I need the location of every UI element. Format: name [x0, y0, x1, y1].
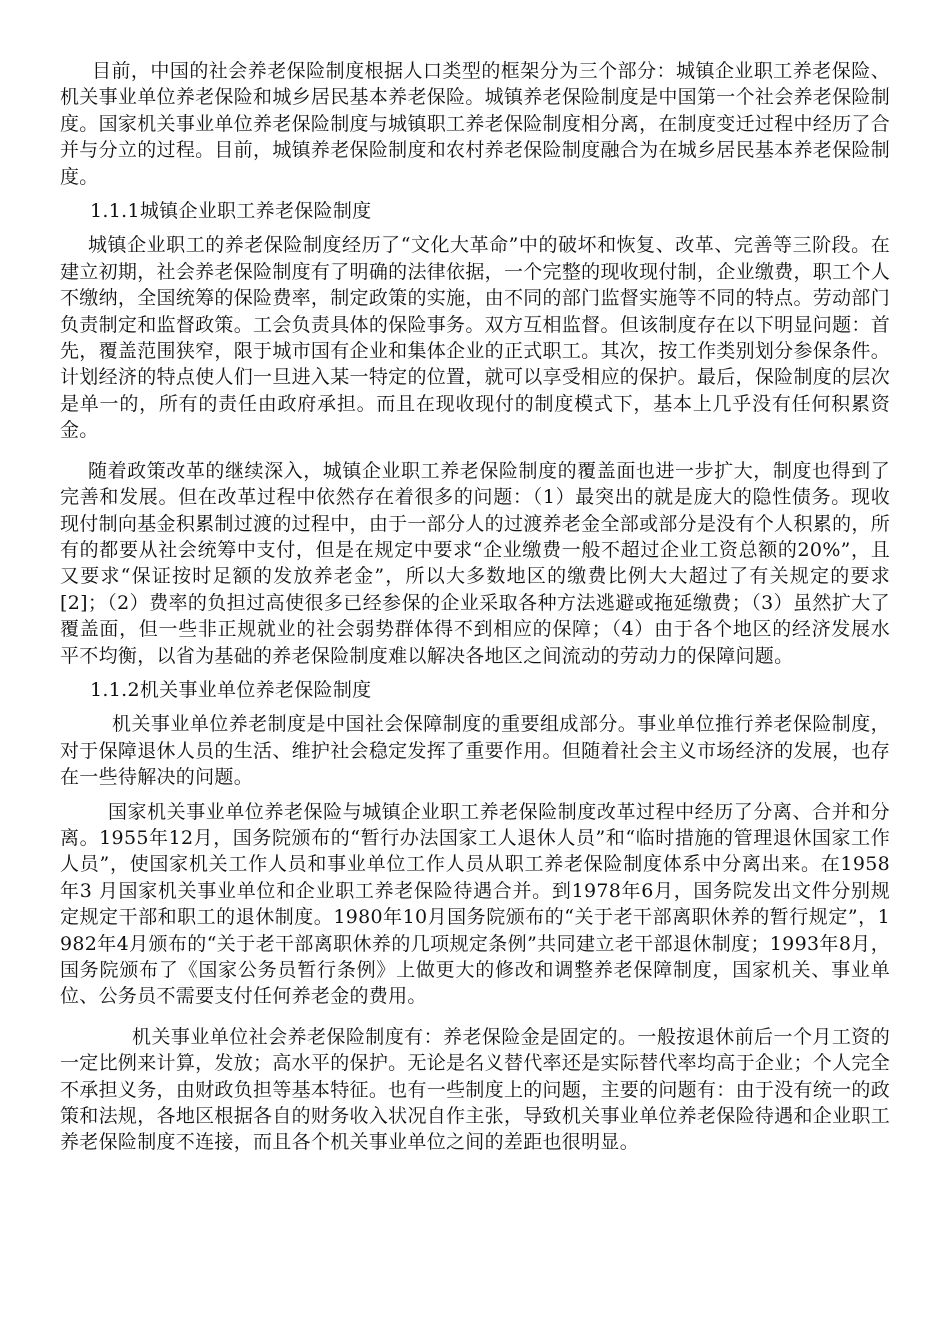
- paragraph-urban-pension-reform-issues: 随着政策改革的继续深入，城镇企业职工养老保险制度的覆盖面也进一步扩大，制度也得到了完善和发展。但在改革过程中依然存在着很多的问题：（1）最突出的就是庞大的隐性债务。现收现付制向基金积累制过渡的过程中，由于一部分人的过渡养老金全部或部分是没有个人积累的，所有的都要从社会统筹中支付，但是在规定中要求“企业缴费一般不超过企业工资总额的20%”，且又要求“保证按时足额的发放养老金”，所以大多数地区的缴费比例大大超过了有关规定的要求[2]；（2）费率的负担过高使很多已经参保的企业采取各种方法逃避或拖延缴费；（3）虽然扩大了覆盖面，但一些非正规就业的社会弱势群体得不到相应的保障；（4）由于各个地区的经济发展水平不均衡，以省为基础的养老保险制度难以解决各地区之间流动的劳动力的保障问题。: [60, 459, 890, 667]
- section-heading-1-1-1: 1.1.1城镇企业职工养老保险制度: [90, 200, 372, 223]
- paragraph-urban-pension-history: 城镇企业职工的养老保险制度经历了“文化大革命”中的破坏和恢复、改革、完善等三阶段。在建立初期，社会养老保险制度有了明确的法律依据，一个完整的现收现付制，企业缴费，职工个人不缴纳，全国统筹的保险费率，制定政策的实施，由不同的部门监督实施等不同的特点。劳动部门负责制定和监督政策。工会负责具体的保险事务。双方互相监督。但该制度存在以下明显问题：首先，覆盖范围狭窄，限于城市国有企业和集体企业的正式职工。其次，按工作类别划分参保条件。计划经济的特点使人们一旦进入某一特定的位置，就可以享受相应的保护。最后，保险制度的层次是单一的，所有的责任由政府承担。而且在现收现付的制度模式下，基本上几乎没有任何积累资金。: [60, 234, 890, 442]
- document-body: [60, 58, 890, 1156]
- section-heading-1-1-2: 1.1.2机关事业单位养老保险制度: [90, 678, 372, 701]
- paragraph-institution-pension-overview: 机关事业单位养老制度是中国社会保障制度的重要组成部分。事业单位推行养老保险制度，对于保障退休人员的生活、维护社会稳定发挥了重要作用。但随着社会主义市场经济的发展，也存在一些待解决的问题。: [60, 713, 890, 789]
- paragraph-institution-pension-history: 国家机关事业单位养老保险与城镇企业职工养老保险制度改革过程中经历了分离、合并和分离。1955年12月，国务院颁布的“暂行办法国家工人退休人员”和“临时措施的管理退休国家工作人员”，使国家机关工作人员和事业单位工作人员从职工养老保险制度体系中分离出来。在1958 年3 月国家机关事业单位和企业职工养老保险待遇合并。到1978年6月，国务院发出文件分别规定规定干部和职工的退休制度。1980年10月国务院颁布的“关于老干部离职休养的暂行规定”，1982年4月颁布的“关于老干部离职休养的几项规定条例”共同建立老干部退休制度；1993年8月，国务院颁布了《国家公务员暂行条例》上做更大的修改和调整养老保障制度，国家机关、事业单位、公务员不需要支付任何养老金的费用。: [60, 800, 890, 1008]
- paragraph-institution-pension-features: 机关事业单位社会养老保险制度有：养老保险金是固定的。一般按退休前后一个月工资的一定比例来计算，发放；高水平的保护。无论是名义替代率还是实际替代率均高于企业；个人完全不承担义务，由财政负担等基本特征。也有一些制度上的问题，主要的问题有：由于没有统一的政策和法规，各地区根据各自的财务收入状况自作主张，导致机关事业单位养老保险待遇和企业职工养老保险制度不连接，而且各个机关事业单位之间的差距也很明显。: [60, 1025, 890, 1154]
- intro-paragraph: 目前，中国的社会养老保险制度根据人口类型的框架分为三个部分：城镇企业职工养老保险、机关事业单位养老保险和城乡居民基本养老保险。城镇养老保险制度是中国第一个社会养老保险制度。国家机关事业单位养老保险制度与城镇职工养老保险制度相分离，在制度变迁过程中经历了合并与分立的过程。目前，城镇养老保险制度和农村养老保险制度融合为在城乡居民基本养老保险制度。: [60, 60, 890, 188]
